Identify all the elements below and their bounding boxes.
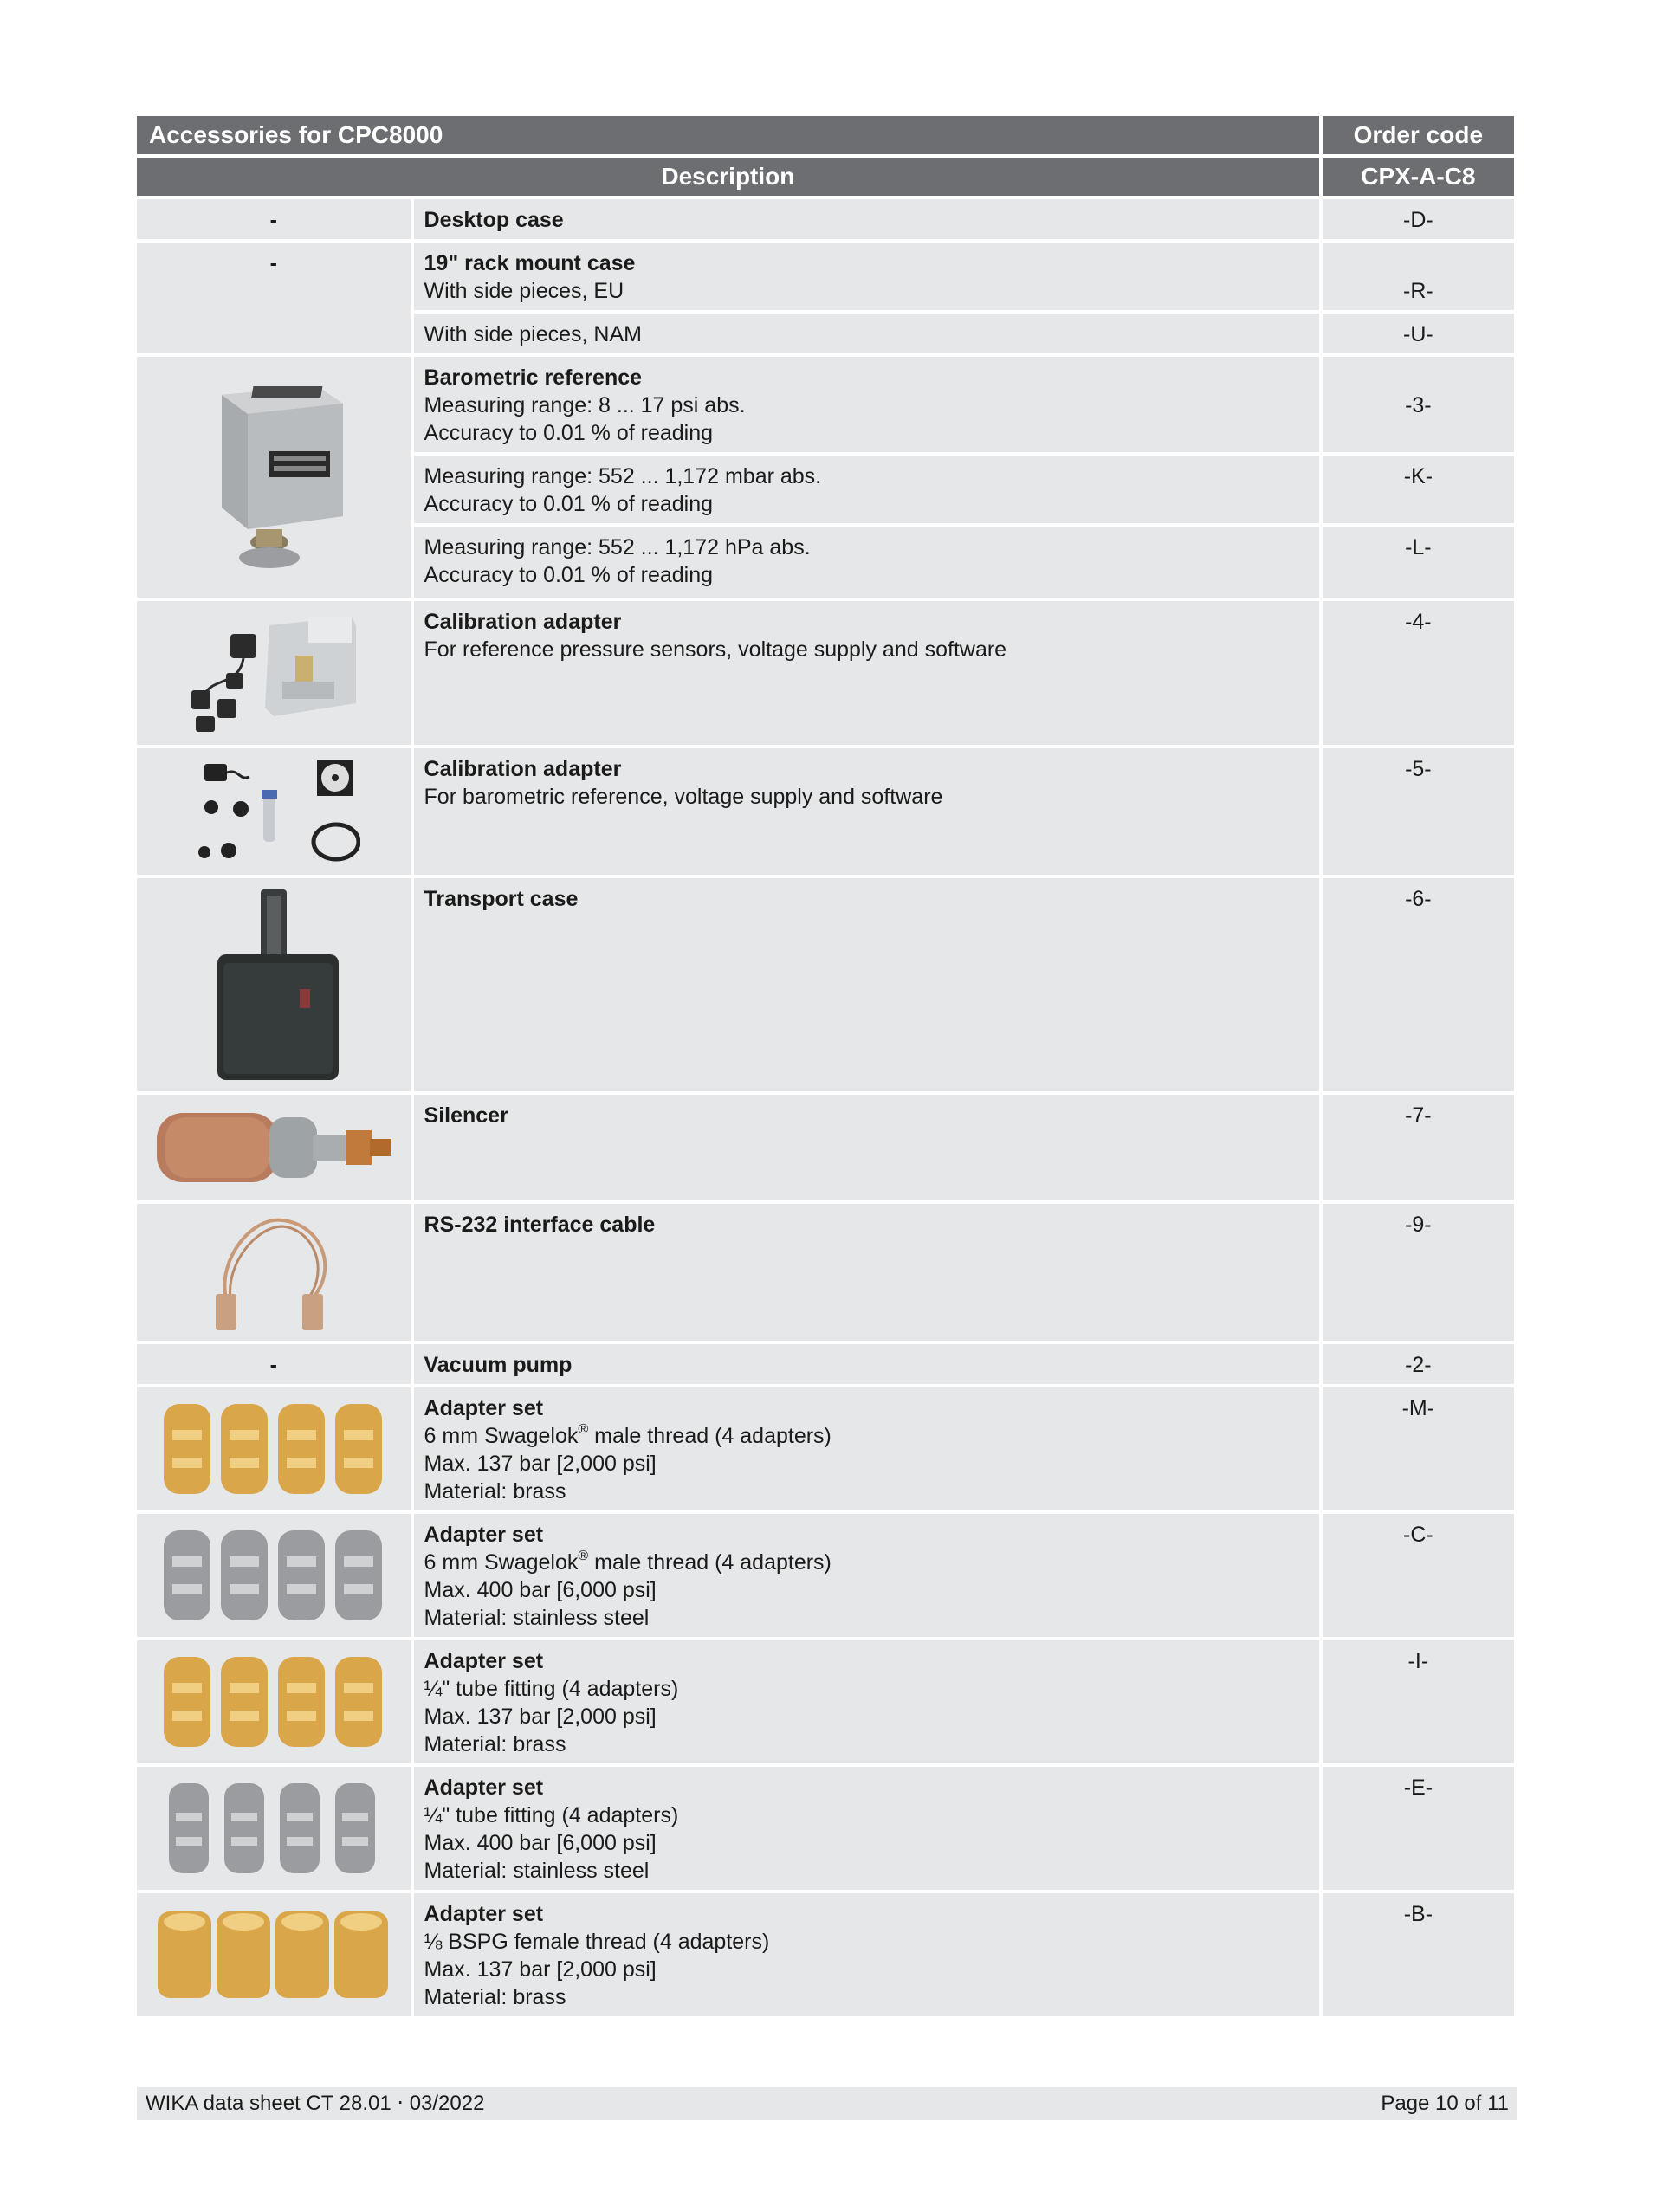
- item-detail: Accuracy to 0.01 % of reading: [424, 421, 714, 445]
- item-title: Transport case: [424, 887, 579, 911]
- brass-adapters-photo: [137, 1387, 411, 1510]
- item-detail: ⅛ BSPG female thread (4 adapters): [424, 1930, 770, 1954]
- table-row: [137, 601, 1514, 745]
- item-detail: Material: brass: [424, 1732, 566, 1756]
- item-title: 19" rack mount case: [424, 251, 636, 275]
- description-cell: [414, 1204, 1319, 1341]
- steel-adapters-photo: [137, 1767, 411, 1890]
- item-detail: Material: brass: [424, 1985, 566, 2009]
- description-cell: [414, 1095, 1319, 1200]
- order-code-cell: -D-: [1323, 199, 1514, 239]
- table-row: [137, 1514, 1514, 1637]
- item-detail-part: 6 mm Swagelok: [424, 1550, 579, 1575]
- description-cell: [414, 601, 1319, 745]
- item-title: Barometric reference: [424, 365, 643, 390]
- item-detail-part: 6 mm Swagelok: [424, 1424, 579, 1448]
- order-code-cell: -L-: [1323, 527, 1514, 598]
- item-detail-part: male thread (4 adapters): [588, 1550, 832, 1575]
- silencer-photo: [137, 1095, 411, 1200]
- item-title: Vacuum pump: [424, 1353, 573, 1377]
- accessories-sheet: [137, 116, 1517, 2020]
- description-cell: [414, 1640, 1319, 1763]
- no-image-dash: -: [137, 199, 411, 239]
- item-title: Adapter set: [424, 1649, 544, 1673]
- transport-case-photo: [137, 878, 411, 1091]
- table-row: [137, 1767, 1514, 1890]
- item-title: Adapter set: [424, 1775, 544, 1800]
- accessories-table: [133, 113, 1517, 2020]
- item-detail: Material: stainless steel: [424, 1606, 650, 1630]
- description-cell: [414, 1767, 1319, 1890]
- item-title: Silencer: [424, 1103, 508, 1128]
- item-detail: Max. 400 bar [6,000 psi]: [424, 1578, 657, 1602]
- registered-mark: ®: [578, 1548, 589, 1563]
- item-detail: ¼" tube fitting (4 adapters): [424, 1677, 679, 1701]
- no-image-dash: -: [137, 243, 411, 353]
- item-detail: [424, 1549, 1309, 1576]
- item-title: Calibration adapter: [424, 757, 622, 781]
- steel-adapters-photo: [137, 1514, 411, 1637]
- order-code-cell: -C-: [1323, 1514, 1514, 1637]
- description-cell: [414, 357, 1319, 452]
- item-detail: [424, 1422, 1309, 1450]
- registered-mark: ®: [578, 1421, 589, 1437]
- calibration-adapter-photo: [137, 601, 411, 745]
- item-detail: Max. 137 bar [2,000 psi]: [424, 1957, 657, 1982]
- item-detail: ¼" tube fitting (4 adapters): [424, 1803, 679, 1827]
- table-title: Accessories for CPC8000: [137, 116, 1319, 154]
- table-subheader-row: [137, 158, 1514, 196]
- item-detail-part: male thread (4 adapters): [588, 1424, 832, 1448]
- item-detail: With side pieces, NAM: [424, 322, 642, 346]
- item-detail: For barometric reference, voltage supply and software: [424, 785, 943, 809]
- table-row: [137, 878, 1514, 1091]
- item-detail: Accuracy to 0.01 % of reading: [424, 492, 714, 516]
- order-code-cell: -B-: [1323, 1893, 1514, 2016]
- item-title: Adapter set: [424, 1902, 544, 1926]
- description-cell: [414, 456, 1319, 523]
- item-detail: Max. 400 bar [6,000 psi]: [424, 1831, 657, 1855]
- order-code-cell: -K-: [1323, 456, 1514, 523]
- item-detail: With side pieces, EU: [424, 279, 624, 303]
- rs232-cable-photo: [137, 1204, 411, 1341]
- item-detail: Measuring range: 552 ... 1,172 mbar abs.: [424, 464, 822, 488]
- description-cell: [414, 1387, 1319, 1510]
- description-cell: [414, 1344, 1319, 1384]
- table-row: [137, 1893, 1514, 2016]
- description-cell: [414, 243, 1319, 310]
- table-row: [137, 199, 1514, 239]
- item-title: Adapter set: [424, 1523, 544, 1547]
- description-cell: [414, 878, 1319, 1091]
- table-row: [137, 1344, 1514, 1384]
- order-code-cell: -I-: [1323, 1640, 1514, 1763]
- item-detail: Max. 137 bar [2,000 psi]: [424, 1452, 657, 1476]
- order-code-cell: -R-: [1323, 243, 1514, 310]
- description-cell: [414, 1514, 1319, 1637]
- item-title: Calibration adapter: [424, 610, 622, 634]
- item-detail: For reference pressure sensors, voltage supply and software: [424, 637, 1007, 662]
- order-code-cell: -7-: [1323, 1095, 1514, 1200]
- description-cell: [414, 1893, 1319, 2016]
- brass-adapters-photo: [137, 1640, 411, 1763]
- order-code-cell: -3-: [1323, 357, 1514, 452]
- order-code-cell: -5-: [1323, 748, 1514, 875]
- table-row: [137, 357, 1514, 452]
- order-code-cell: -2-: [1323, 1344, 1514, 1384]
- item-detail: Max. 137 bar [2,000 psi]: [424, 1704, 657, 1729]
- calibration-kit-photo: [137, 748, 411, 875]
- item-detail: Material: stainless steel: [424, 1859, 650, 1883]
- description-cell: [414, 199, 1319, 239]
- order-code-cell: -9-: [1323, 1204, 1514, 1341]
- item-title: Desktop case: [424, 208, 564, 232]
- table-row: [137, 748, 1514, 875]
- description-cell: [414, 527, 1319, 598]
- table-row: [137, 1204, 1514, 1341]
- page-number: Page 10 of 11: [1381, 2092, 1509, 2115]
- order-code-cell: -U-: [1323, 314, 1514, 353]
- description-cell: [414, 748, 1319, 875]
- brass-female-adapters-photo: [137, 1893, 411, 2016]
- order-code-header: Order code: [1323, 116, 1514, 154]
- item-title: Adapter set: [424, 1396, 544, 1420]
- description-header: Description: [137, 158, 1319, 196]
- item-detail: Accuracy to 0.01 % of reading: [424, 563, 714, 587]
- description-cell: [414, 314, 1319, 353]
- item-detail: Material: brass: [424, 1479, 566, 1504]
- table-header-row: [137, 116, 1514, 154]
- table-row: [137, 243, 1514, 310]
- code-prefix-header: CPX-A-C8: [1323, 158, 1514, 196]
- page-footer: [137, 2087, 1517, 2120]
- item-title: RS-232 interface cable: [424, 1213, 656, 1237]
- order-code-cell: -E-: [1323, 1767, 1514, 1890]
- order-code-cell: -M-: [1323, 1387, 1514, 1510]
- table-row: [137, 1095, 1514, 1200]
- order-code-cell: -4-: [1323, 601, 1514, 745]
- order-code-cell: -6-: [1323, 878, 1514, 1091]
- item-detail: Measuring range: 8 ... 17 psi abs.: [424, 393, 746, 417]
- datasheet-reference: WIKA data sheet CT 28.01 ⋅ 03/2022: [146, 2092, 485, 2115]
- no-image-dash: -: [137, 1344, 411, 1384]
- table-row: [137, 1387, 1514, 1510]
- barometric-reference-photo: [137, 357, 411, 598]
- item-detail: Measuring range: 552 ... 1,172 hPa abs.: [424, 535, 811, 559]
- table-row: [137, 1640, 1514, 1763]
